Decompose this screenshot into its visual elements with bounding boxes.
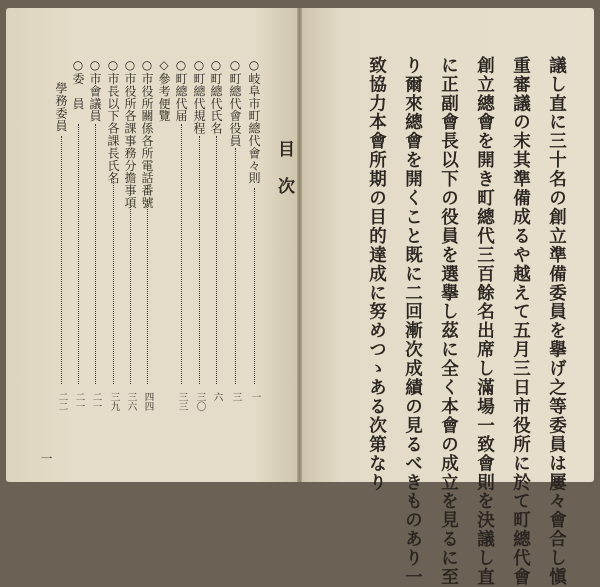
toc-entry-page: 三三: [176, 392, 188, 411]
toc-leader-dots: [235, 148, 236, 384]
toc-leader-dots: [95, 124, 96, 384]
body-text-column-6: 致協力本會所期の目的達成に努めつゝある次第なり: [366, 56, 387, 492]
toc-entry-label: 學務委員: [54, 82, 68, 132]
toc-entry-label: ○市役所各課事務分擔事項: [123, 58, 137, 209]
toc-leader-dots: [181, 124, 182, 384]
toc-title: 目次: [274, 140, 294, 214]
toc-entry-label: ○岐阜市町總代會々則: [247, 58, 261, 184]
toc-section-heading: ◇參考便覽: [157, 58, 171, 122]
toc-leader-dots: [61, 136, 62, 384]
book-gutter: [297, 8, 302, 482]
toc-entry-label: ○町總代規程: [192, 58, 206, 135]
toc-entry-label: ○市長以下各課長氏名: [106, 58, 120, 184]
toc-entry-page: 六: [211, 392, 223, 402]
toc-entry-page: 一: [249, 392, 261, 402]
toc-leader-dots: [199, 136, 200, 384]
toc-entry-page: 四四: [142, 392, 154, 411]
toc-entry-page: 二一: [73, 392, 85, 411]
page-number: 一: [39, 452, 53, 464]
toc-entry-page: 三〇: [194, 392, 206, 411]
toc-entry-label: ○市會議員: [88, 58, 102, 122]
toc-entry-label: ○市役所關係各所電話番號: [140, 58, 154, 209]
body-text-column-4: に正副會長以下の役員を選擧し茲に全く本會の成立を見るに至: [438, 56, 459, 587]
body-text-column-3: 創立總會を開き町總代三百餘名出席し滿場一致會則を決議し直: [474, 56, 495, 587]
toc-leader-dots: [216, 136, 217, 384]
toc-leader-dots: [113, 176, 114, 384]
body-text-column-2: 重審議の末其準備成るや越えて五月三日市役所に於て町總代會: [510, 56, 531, 587]
toc-leader-dots: [78, 124, 79, 384]
toc-entry-label: ○委 員: [71, 58, 85, 110]
toc-leader-dots: [147, 200, 148, 384]
toc-entry-page: 三九: [108, 392, 120, 411]
toc-leader-dots: [254, 188, 255, 384]
body-text-column-1: 議し直に三十名の創立準備委員を擧げ之等委員は屢々會合し愼: [546, 56, 567, 587]
toc-entry-label: ○町總代届: [174, 58, 188, 122]
toc-entry-page: 三: [230, 392, 242, 402]
toc-entry-label: ○町總代會役員: [228, 58, 242, 147]
toc-entry-page: 二二: [56, 392, 68, 411]
toc-leader-dots: [130, 200, 131, 384]
toc-entry-page: 三六: [125, 392, 137, 411]
body-text-column-5: り爾來總會を開くこと既に二回漸次成績の見るべきものあり一: [402, 56, 423, 587]
toc-entry-page: 二一: [90, 392, 102, 411]
toc-entry-label: ○町總代氏名: [209, 58, 223, 135]
